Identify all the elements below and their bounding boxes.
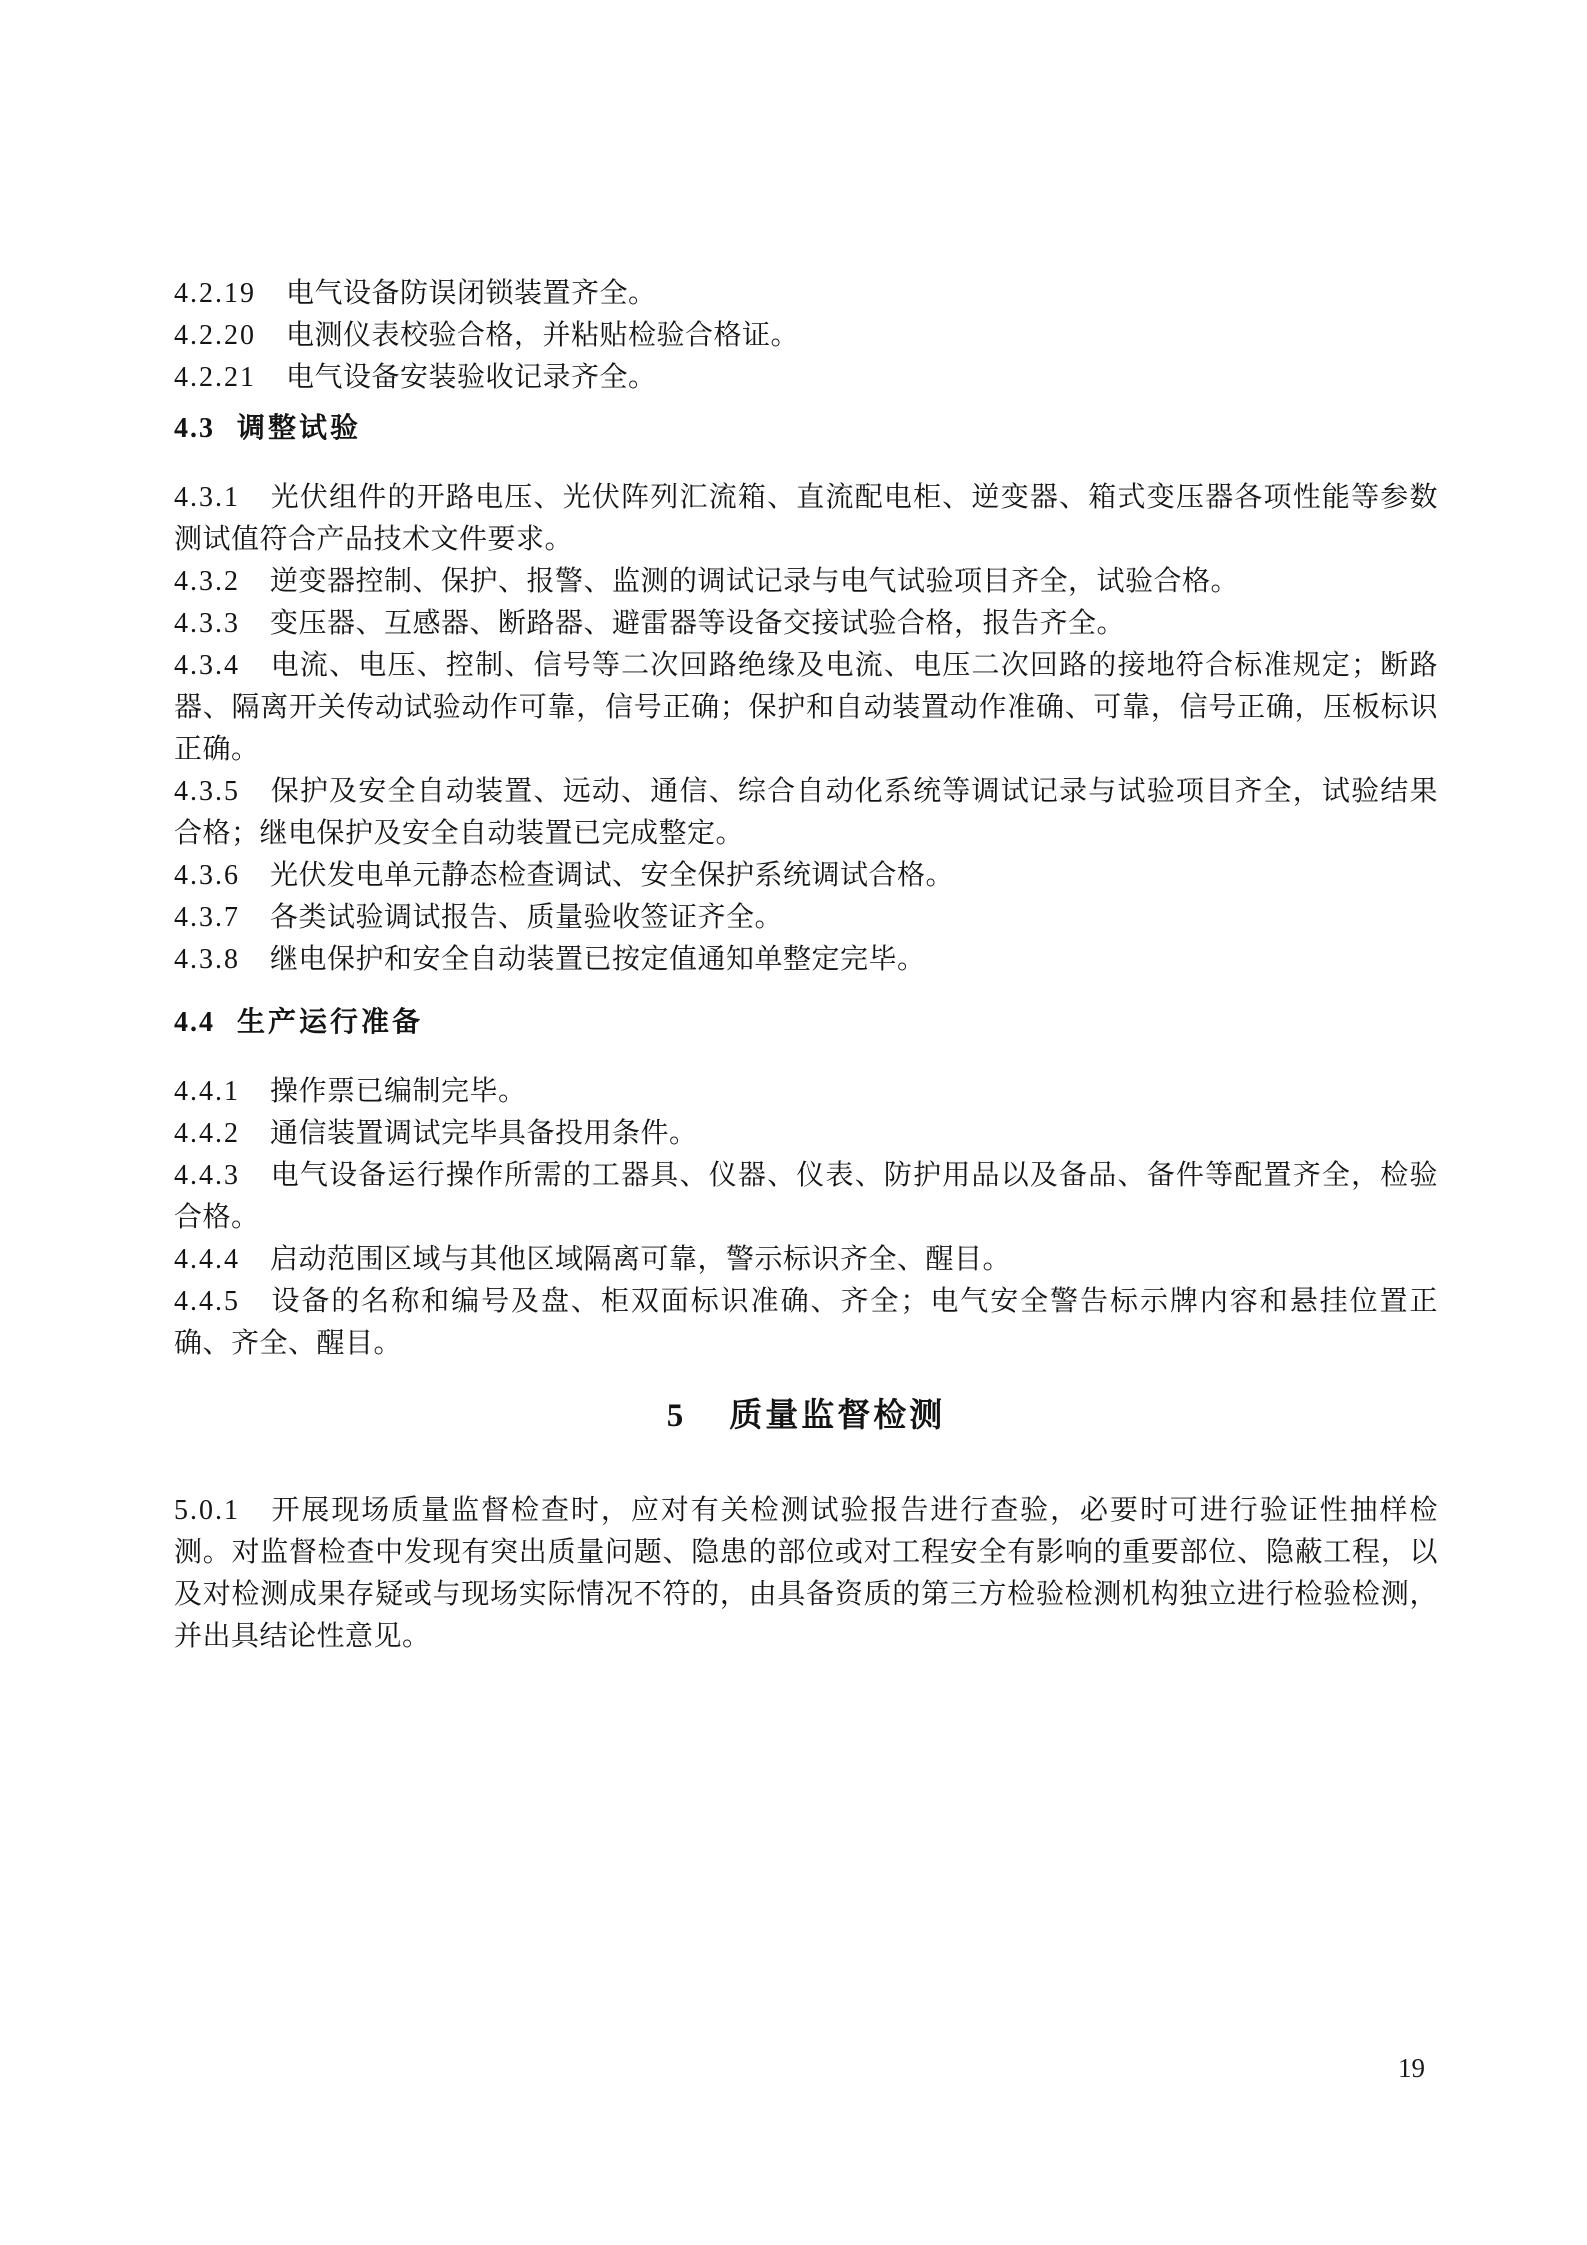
section-title: 调整试验	[237, 412, 362, 443]
clause-number: 4.4.1	[174, 1076, 240, 1107]
clause-text: 逆变器控制、保护、报警、监测的调试记录与电气试验项目齐全，试验合格。	[270, 566, 1240, 597]
clause-4-3-8	[174, 939, 1438, 981]
page-content	[174, 273, 1438, 1658]
clause-number: 4.3.6	[174, 860, 240, 891]
page-number: 19	[1398, 2053, 1425, 2083]
clause-text: 保护及安全自动装置、远动、通信、综合自动化系统等调试记录与试验项目齐全，试验结果合格；继电保护及安全自动装置已完成整定。	[174, 776, 1438, 849]
clause-4-4-4	[174, 1239, 1438, 1281]
clause-number: 4.4.4	[174, 1244, 240, 1275]
clause-4-3-5	[174, 771, 1438, 855]
section-heading-4-4	[174, 1001, 1438, 1044]
clause-number: 4.3.3	[174, 608, 240, 639]
clause-text: 电测仪表校验合格，并粘贴检验合格证。	[286, 320, 800, 351]
clause-number: 4.2.19	[174, 278, 256, 309]
clause-number: 4.3.7	[174, 902, 240, 933]
chapter-number: 5	[666, 1398, 684, 1434]
clause-number: 4.3.1	[174, 482, 240, 513]
section-number: 4.4	[174, 1007, 215, 1038]
clause-4-4-5	[174, 1281, 1438, 1365]
clause-text: 光伏组件的开路电压、光伏阵列汇流箱、直流配电柜、逆变器、箱式变压器各项性能等参数测试值符合产品技术文件要求。	[174, 482, 1438, 555]
clause-text: 各类试验调试报告、质量验收签证齐全。	[270, 902, 784, 933]
clause-4-4-2	[174, 1113, 1438, 1155]
clause-text: 电气设备防误闭锁装置齐全。	[286, 278, 657, 309]
clause-number: 4.3.4	[174, 650, 240, 681]
clause-text: 电流、电压、控制、信号等二次回路绝缘及电流、电压二次回路的接地符合标准规定；断路器、隔离开关传动试验动作可靠，信号正确；保护和自动装置动作准确、可靠，信号正确，压板标识正确。	[174, 650, 1438, 765]
clause-number: 4.2.20	[174, 320, 256, 351]
clause-text: 设备的名称和编号及盘、柜双面标识准确、齐全；电气安全警告标示牌内容和悬挂位置正确、齐全、醒目。	[174, 1286, 1438, 1359]
clause-text: 电气设备安装验收记录齐全。	[286, 362, 657, 393]
clause-text: 变压器、互感器、断路器、避雷器等设备交接试验合格，报告齐全。	[270, 608, 1126, 639]
clause-4-2-20	[174, 315, 1438, 357]
clause-4-3-7	[174, 897, 1438, 939]
clause-text: 电气设备运行操作所需的工器具、仪器、仪表、防护用品以及备品、备件等配置齐全，检验合格。	[174, 1160, 1438, 1233]
section-title: 生产运行准备	[237, 1006, 424, 1037]
clause-text: 通信装置调试完毕具备投用条件。	[270, 1118, 698, 1149]
clause-text: 启动范围区域与其他区域隔离可靠，警示标识齐全、醒目。	[270, 1244, 1012, 1275]
clause-4-3-2	[174, 561, 1438, 603]
clause-4-3-4	[174, 645, 1438, 771]
clause-4-2-21	[174, 357, 1438, 399]
chapter-title: 质量监督检测	[729, 1396, 946, 1433]
clause-number: 4.3.5	[174, 776, 240, 807]
clause-4-2-19	[174, 273, 1438, 315]
clause-number: 4.2.21	[174, 362, 256, 393]
clause-number: 4.3.8	[174, 944, 240, 975]
clause-4-3-3	[174, 603, 1438, 645]
clause-text: 继电保护和安全自动装置已按定值通知单整定完毕。	[270, 944, 926, 975]
clause-number: 4.4.2	[174, 1118, 240, 1149]
clause-4-3-1	[174, 477, 1438, 561]
clause-number: 4.4.5	[174, 1286, 240, 1317]
clause-5-0-1	[174, 1490, 1438, 1658]
clause-text: 光伏发电单元静态检查调试、安全保护系统调试合格。	[270, 860, 955, 891]
chapter-heading-5	[174, 1391, 1438, 1440]
section-number: 4.3	[174, 413, 215, 444]
clause-4-4-3	[174, 1155, 1438, 1239]
clause-number: 5.0.1	[174, 1495, 240, 1526]
clause-text: 操作票已编制完毕。	[270, 1076, 527, 1107]
clause-text: 开展现场质量监督检查时，应对有关检测试验报告进行查验，必要时可进行验证性抽样检测。对监督检查中发现有突出质量问题、隐患的部位或对工程安全有影响的重要部位、隐蔽工程，以及对检测成果存疑或与现场实际情况不符的，由具备资质的第三方检验检测机构独立进行检验检测，并出具结论性意见。	[174, 1495, 1438, 1652]
clause-4-4-1	[174, 1071, 1438, 1113]
clause-4-3-6	[174, 855, 1438, 897]
clause-number: 4.4.3	[174, 1160, 240, 1191]
clause-number: 4.3.2	[174, 566, 240, 597]
section-heading-4-3	[174, 407, 1438, 450]
